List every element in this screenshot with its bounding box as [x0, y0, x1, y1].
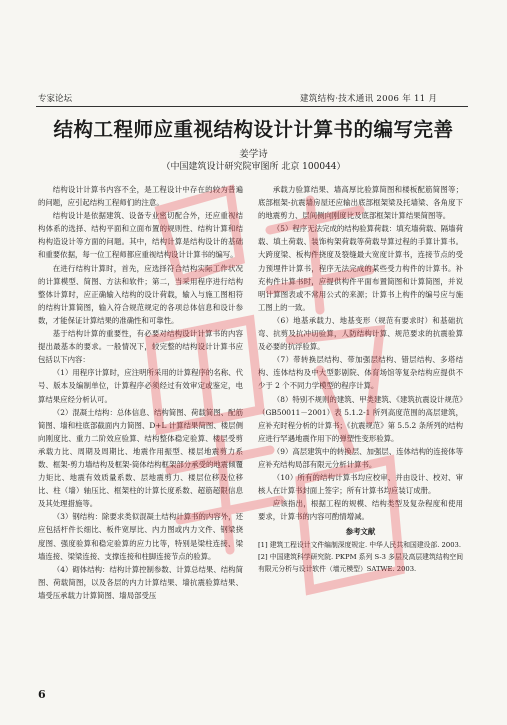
- reference-item: [2] 中国建筑科学研究院. PKPM 系列 S-3 多层及高层建筑结构空间有限元分析与设计软件（墙元模型）SATWE. 2003.: [258, 552, 463, 573]
- paragraph: 基于结构计算的重要性，有必要对结构设计计算书的内容提出最基本的要求。一般情况下，较完整的结构设计计算书应包括以下内容：: [38, 329, 243, 365]
- paragraph: （2）混凝土结构：总体信息、结构简图、荷载简图、配筋简图、墙和柱底部截面内力简图、D+L 计算结果简图、楼层侧向刚度比、重力二阶效应验算、结构整体稳定验算、楼层受剪承载力比、周期及周期比、地震作用振型、楼层地震剪力系数、框架-剪力墙结构及框架-筒体结构框架部分承受的地震倾覆力矩比、地震有效质量系数、层地震剪力、楼层位移及位移比、柱（墙）轴压比、框架柱的计算长度系数、超筋超限信息及其处理措施等。: [38, 407, 243, 509]
- paragraph: （1）用程序计算时，应注明所采用的计算程序的名称、代号、版本及编制单位，计算程序必须经过有效审定或鉴定，电算结果应经分析认可。: [38, 368, 243, 404]
- paragraph: 应该指出，根据工程的规模、结构类型及复杂程度和使用要求，计算书的内容可酌情增减。: [258, 499, 463, 522]
- paragraph: （8）特别不规则的建筑、甲类建筑、《建筑抗震设计规范》（GB50011－2001）表 5.1.2-1 所列高度范围的高层建筑，应补充时程分析的计算书；《抗震规范》第 5.5.2 条所列的结构应进行罕遇地震作用下的弹塑性变形验算。: [258, 394, 463, 443]
- paragraph: 结构设计是依据建筑、设备专业密切配合外，还应重视结构体系的选择、结构平面和立面布置的规则性、结构计算和结构构造设计等方面的问题。其中，结构计算是结构设计的基础和重要依据，每一位工程师都应重视结构设计计算书的编写。: [38, 211, 243, 260]
- paragraph: （4）砌体结构：结构计算控制参数、计算总结果、结构简图、荷载简图，以及各层的内力计算结果、墙抗震验算结果、墙受压承载力计算简图、墙局部受压: [38, 564, 243, 600]
- paragraph: （5）程序无法完成的结构验算荷载：填充墙荷载、隔墙荷载、填土荷载、装饰构架荷载等荷载导算过程的手算计算书。大跨度梁、板构件挠度及裂缝最大宽度计算书，连接节点的受力预埋件计算书，程序无法完成的某些受力构件的计算书。补充构件计算书时，应提供构件平面布置简图和计算简图，并说明计算图表或不常用公式的来源；计算书上构件的编号应与施工图上的一致。: [258, 224, 463, 312]
- section-label: 专家论坛: [38, 94, 73, 104]
- reference-item: [1] 建筑工程设计文件编制深度规定. 中华人民共和国建设部. 2003.: [258, 540, 462, 549]
- left-column: [38, 183, 243, 602]
- paragraph: （10）所有的结构计算书均应校审、并由设计、校对、审核人在计算书封面上签字；所有计算书均应装订成册。: [258, 473, 463, 496]
- paragraph: （3）钢结构：除要求类似混凝土结构计算书的内容外，还应包括杆件长细比、板件宽厚比、内力图或内力文件、钢梁挠度图、强度验算和稳定验算的应力比等，特别是梁柱连接、梁墙连接、梁梁连接、支撑连接和柱脚连接节点的验算。: [38, 512, 243, 561]
- affiliation: （中国建筑设计研究院审图所 北京 100044）: [161, 162, 346, 172]
- journal-info: 建筑结构·技术通讯 2006 年 11 月: [300, 94, 438, 104]
- page-number: 6: [38, 688, 46, 701]
- paragraph: （7）带转换层结构、带加强层结构、错层结构、多塔结构、连体结构及中大型影剧院、体育场馆等复杂结构应提供不少于 2 个不同力学模型的程序计算。: [258, 355, 463, 391]
- article-title: 结构工程师应重视结构设计计算书的编写完善: [53, 118, 454, 141]
- author: 姜学诗: [239, 149, 268, 160]
- paragraph: 在进行结构计算时，首先，应选择符合结构实际工作状况的计算模型、简图、方法和软件；第二，当采用程序进行结构整体计算时，应正确输入结构的设计荷载，输入与施工图相符的结构计算简图，输入符合规范规定的各项总体信息和设计参数，才能保证计算结果的准确性和可靠性。: [38, 263, 243, 325]
- header-rule: [36, 106, 468, 107]
- paragraph: 承载力验算结果、墙高厚比验算简图和楼板配筋简图等；底部框架-抗震墙房屋还应输出底部框架梁及托墙梁、各角度下的地震剪力、层间侧向刚度比及底部框架计算结果简图等。: [258, 185, 463, 221]
- paragraph: 结构设计计算书内容不全，是工程设计中存在的较为普遍的问题，应引起结构工程师们的注意。: [38, 185, 243, 208]
- paragraph: （9）高层建筑中的转换层、加强层、连体结构的连接体等应补充结构局部有限元分析计算书。: [258, 446, 463, 469]
- references-heading: 参考文献: [345, 527, 376, 537]
- right-column: [258, 183, 463, 575]
- paragraph: （6）地基承载力、地基变形（规范有要求时）和基础抗弯、抗剪及抗冲切验算，人防结构计算、规范要求的抗震验算及必要的抗浮验算。: [258, 315, 463, 352]
